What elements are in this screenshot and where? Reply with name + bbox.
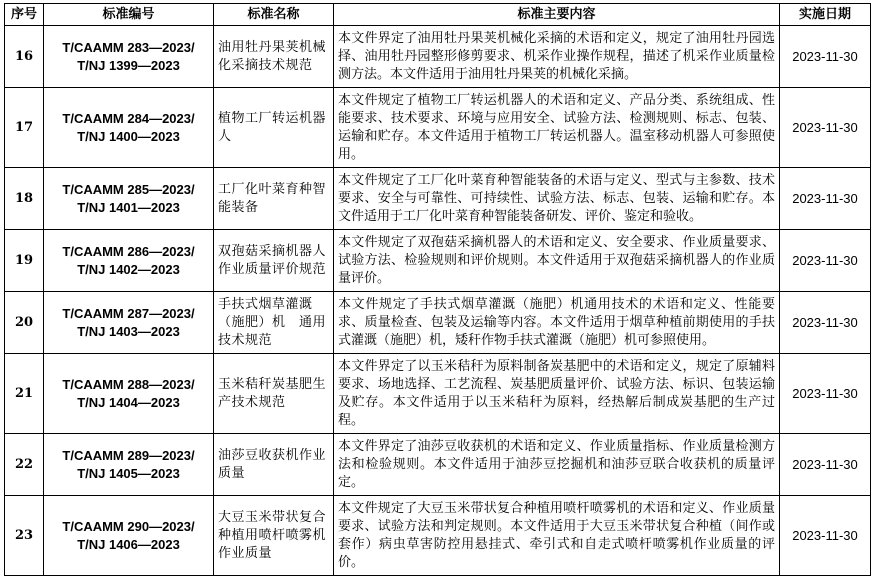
row-index: 16	[5, 26, 44, 88]
row-index: 20	[5, 292, 44, 354]
row-name: 玉米秸秆炭基肥生产技术规范	[214, 354, 334, 434]
header-date: 实施日期	[780, 4, 871, 26]
row-content: 本文件规定了双孢菇采摘机器人的术语和定义、安全要求、作业质量要求、试验方法、检验规则和评价规则。本文件适用于双孢菇采摘机器人的作业质量评价。	[334, 230, 780, 292]
row-code-line2: T/NJ 1405—2023	[77, 465, 180, 481]
row-content: 本文件界定了以玉米秸秆为原料制备炭基肥中的术语和定义，规定了原辅料要求、场地选择、工艺流程、炭基肥质量评价、试验方法、标识、包装运输及贮存。本文件适用于以玉米秸秆为原料，经热解后制成炭基肥的生产过程。	[334, 354, 780, 434]
row-code-line2: T/NJ 1403—2023	[77, 323, 180, 339]
table-row	[5, 230, 871, 292]
row-date: 2023-11-30	[780, 354, 871, 434]
row-code	[44, 434, 214, 496]
row-code-line2: T/NJ 1404—2023	[77, 394, 180, 410]
row-code-line1: T/CAAMM 289—2023/	[62, 447, 195, 463]
row-date: 2023-11-30	[780, 230, 871, 292]
row-content: 本文件规定了大豆玉米带状复合种植用喷杆喷雾机的术语和定义、作业质量要求、试验方法和判定规则。本文件适用于大豆玉米带状复合种植（间作或套作）病虫草害防控用悬挂式、牵引式和自走式喷杆喷雾机作业质量的评价。	[334, 496, 780, 576]
row-index: 23	[5, 496, 44, 576]
table-row	[5, 354, 871, 434]
row-code-line2: T/NJ 1399—2023	[77, 57, 180, 73]
row-code-line1: T/CAAMM 290—2023/	[62, 518, 195, 534]
header-content: 标准主要内容	[334, 4, 780, 26]
row-name: 植物工厂转运机器人	[214, 88, 334, 168]
row-content: 本文件界定了油用牡丹果荚机械化采摘的术语和定义，规定了油用牡丹园选择、油用牡丹园整形修剪要求、机采作业操作规程，描述了机采作业质量检测方法。本文件适用于油用牡丹果荚的机械化采摘。	[334, 26, 780, 88]
table-header	[5, 4, 871, 26]
row-index: 18	[5, 168, 44, 230]
row-content: 本文件规定了植物工厂转运机器人的术语和定义、产品分类、系统组成、性能要求、技术要求、环境与应用安全、试验方法、检测规则、标志、包装、运输和贮存。本文件适用于植物工厂转运机器人。温室移动机器人可参照使用。	[334, 88, 780, 168]
header-code: 标准编号	[44, 4, 214, 26]
table-row	[5, 168, 871, 230]
row-code	[44, 292, 214, 354]
row-code	[44, 88, 214, 168]
row-date: 2023-11-30	[780, 88, 871, 168]
row-name: 大豆玉米带状复合种植用喷杆喷雾机 作业质量	[214, 496, 334, 576]
header-name: 标准名称	[214, 4, 334, 26]
row-code	[44, 26, 214, 88]
row-name: 双孢菇采摘机器人作业质量评价规范	[214, 230, 334, 292]
row-code	[44, 168, 214, 230]
row-code	[44, 354, 214, 434]
row-code-line1: T/CAAMM 284—2023/	[62, 110, 195, 126]
row-index: 21	[5, 354, 44, 434]
standards-table	[4, 3, 871, 576]
row-name: 油莎豆收获机作业质量	[214, 434, 334, 496]
row-code-line2: T/NJ 1400—2023	[77, 128, 180, 144]
row-content: 本文件规定了工厂化叶菜育种智能装备的术语与定义、型式与主参数、技术要求、安全与可靠性、可持续性、试验方法、标志、包装、运输和贮存。本文件适用于工厂化叶菜育种智能装备研发、评价、鉴定和验收。	[334, 168, 780, 230]
row-content: 本文件界定了油莎豆收获机的术语和定义、作业质量指标、作业质量检测方法和检验规则。本文件适用于油莎豆挖掘机和油莎豆联合收获机的质量评定。	[334, 434, 780, 496]
row-date: 2023-11-30	[780, 292, 871, 354]
row-code-line2: T/NJ 1402—2023	[77, 261, 180, 277]
row-date: 2023-11-30	[780, 434, 871, 496]
table-row	[5, 434, 871, 496]
row-index: 19	[5, 230, 44, 292]
table-row	[5, 88, 871, 168]
table-row	[5, 26, 871, 88]
row-index: 22	[5, 434, 44, 496]
row-name: 工厂化叶菜育种智能装备	[214, 168, 334, 230]
table-row	[5, 496, 871, 576]
row-code-line1: T/CAAMM 288—2023/	[62, 376, 195, 392]
row-name: 手扶式烟草灌溉（施肥）机 通用技术规范	[214, 292, 334, 354]
row-name: 油用牡丹果荚机械化采摘技术规范	[214, 26, 334, 88]
header-row	[5, 4, 871, 26]
table-body	[5, 26, 871, 576]
row-date: 2023-11-30	[780, 26, 871, 88]
row-code	[44, 496, 214, 576]
row-code-line2: T/NJ 1406—2023	[77, 536, 180, 552]
row-date: 2023-11-30	[780, 168, 871, 230]
row-code-line1: T/CAAMM 285—2023/	[62, 181, 195, 197]
row-code-line2: T/NJ 1401—2023	[77, 199, 180, 215]
row-code-line1: T/CAAMM 283—2023/	[62, 39, 195, 55]
row-index: 17	[5, 88, 44, 168]
row-code	[44, 230, 214, 292]
header-index: 序号	[5, 4, 44, 26]
row-content: 本文件规定了手扶式烟草灌溉（施肥）机通用技术的术语和定义、性能要求、质量检查、包装及运输等内容。本文件适用于烟草种植前期使用的手扶式灌溉（施肥）机，矮秆作物手扶式灌溉（施肥）机可参照使用。	[334, 292, 780, 354]
row-code-line1: T/CAAMM 287—2023/	[62, 305, 195, 321]
row-date: 2023-11-30	[780, 496, 871, 576]
row-code-line1: T/CAAMM 286—2023/	[62, 243, 195, 259]
table-row	[5, 292, 871, 354]
